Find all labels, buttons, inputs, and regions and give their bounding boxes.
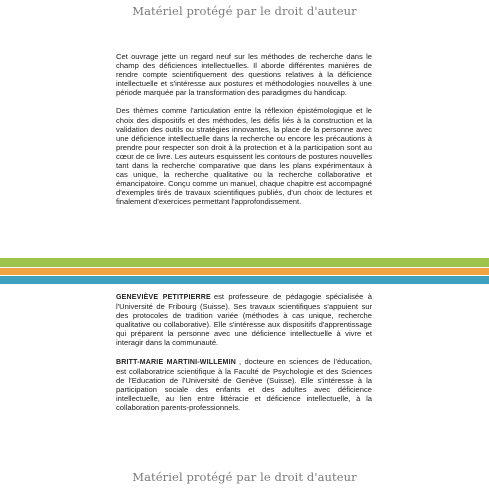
- orange-stripe: [0, 268, 489, 275]
- copyright-watermark-bottom: Matériel protégé par le droit d'auteur: [132, 470, 357, 484]
- author-bio-text-2: , docteure en sciences de l'éducation, est collaboratrice scientifique à la Faculté de Psychologie et des Sciences de l'Education de l'Université de Genève (Suisse). Elle s'intéresse à la participation sociale des enfants et des adultes avec déficience intellectuelle, au lien entre littéracie et déficience intellectuelle, à la collaboration parents-professionnels.: [116, 356, 372, 413]
- description-paragraph-2: Des thèmes comme l'articulation entre la réflexion épistémologique et le choix des dispositifs et des méthodes, les défis liés à la construction et la validation des outils ou stratégies innovantes, la place de la personne avec une déficience intellectuelle dans la recherche ou encore les précautions à prendre pour respecter son droit à la protection et à la participation sont au cœur de ce livre. Les auteurs esquissent les contours de postures nouvelles tant dans la recherche comparative que dans les plans expérimentaux à cas unique, la recherche qualitative ou la recherche collaborative et émancipatoire. Conçu comme un manuel, chaque chapitre est accompagné d'exemples tirés de travaux scientifiques publiés, d'un choix de lectures et finalement d'exercices permettant l'approfondissement.: [116, 106, 372, 207]
- author-bio-1: [116, 292, 372, 348]
- author-name-1: GENEVIÈVE PETITPIERRE: [116, 294, 211, 301]
- author-bio-2: [116, 357, 372, 413]
- author-bios: [116, 292, 372, 421]
- copyright-watermark-top: Matériel protégé par le droit d'auteur: [132, 4, 357, 18]
- book-description: [116, 52, 372, 216]
- description-paragraph-1: Cet ouvrage jette un regard neuf sur les méthodes de recherche dans le champ des déficiences intellectuelles. Il aborde différentes manières de rendre compte scientifiquement des questions relatives à la déficience intellectuelle et s'intéresse aux postures et méthodologies nouvelles à une période marquée par la transformation des paradigmes du handicap.: [116, 52, 372, 98]
- author-bio-text-1: est professeure de pédagogie spécialisée à l'Université de Fribourg (Suisse). Ses travaux scientifiques s'appuient sur des protocoles de tradition variée (méthodes à cas unique, recherche qualitative ou collaborative). Elle s'intéresse aux dispositifs d'apprentissage qui préparent la personne avec une déficience intellectuelle à vivre et interagir dans la communauté.: [116, 292, 373, 348]
- blue-stripe: [0, 276, 489, 284]
- author-name-2: BRITT-MARIE MARTINI-WILLEMIN: [116, 358, 236, 366]
- green-stripe: [0, 258, 489, 267]
